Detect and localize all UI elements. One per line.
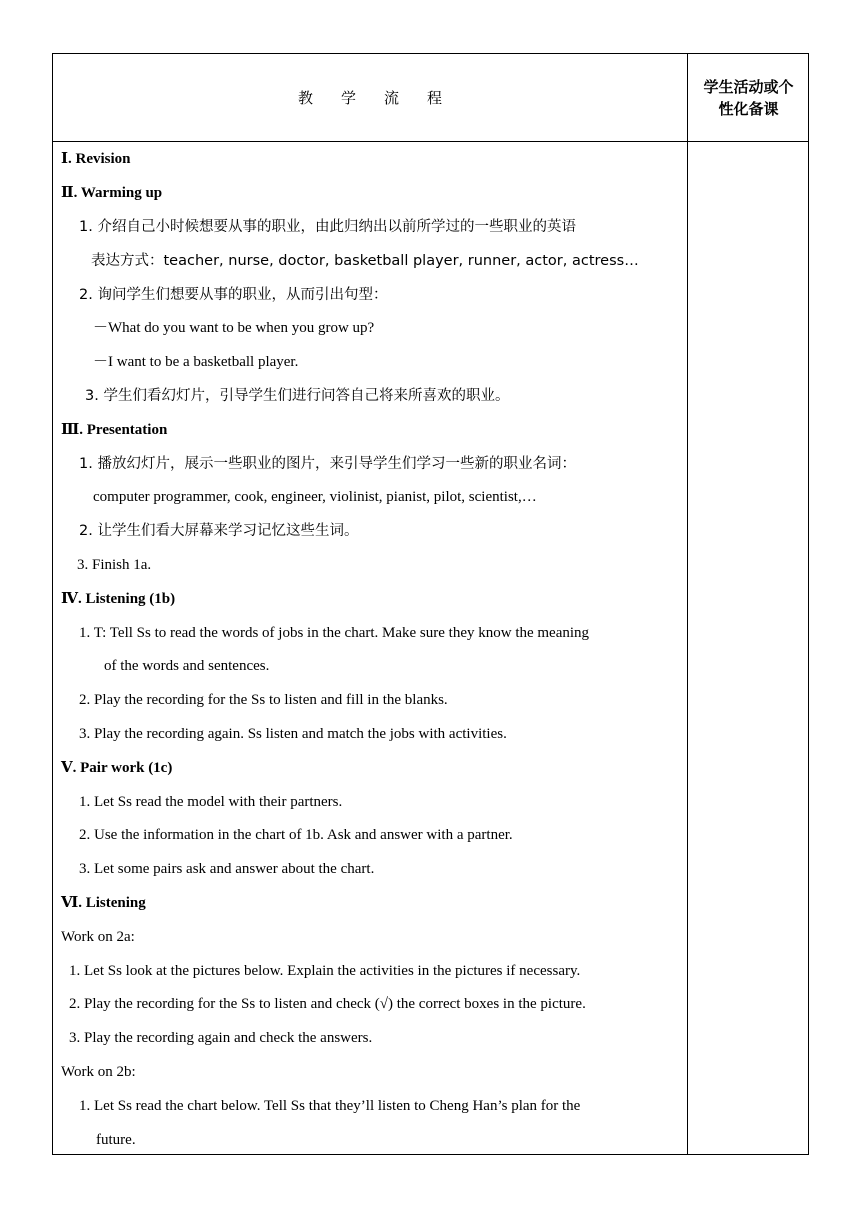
header-char: 流 [384,89,400,107]
text-line: of the words and sentences. [104,658,270,674]
text-line: 2. Use the information in the chart of 1b. Ask and answer with a partner. [79,827,513,843]
text-line: 1. Let Ss read the chart below. Tell Ss that they’ll listen to Cheng Han’s plan for the [79,1098,581,1114]
section-heading: Ⅱ. Warming up [61,185,163,201]
section-heading: Ⅰ. Revision [61,151,131,167]
section-heading: Ⅴ. Pair work (1c) [61,760,173,776]
header-char: 程 [427,89,443,107]
text-line: 3. Let some pairs ask and answer about the chart. [79,861,375,877]
dialogue-line: －I want to be a basketball player. [93,354,299,370]
section-heading: Ⅲ. Presentation [61,422,168,438]
text-line: computer programmer, cook, engineer, violinist, pianist, pilot, scientist,… [93,489,537,505]
text-line: 1. T: Tell Ss to read the words of jobs in the chart. Make sure they know the meaning [79,625,590,641]
text-line: 2. Play the recording for the Ss to listen and fill in the blanks. [79,692,448,708]
text-line: 1. Let Ss read the model with their partners. [79,794,343,810]
text-line: 2. 询问学生们想要从事的职业，从而引出句型： [79,287,388,303]
subheading: Work on 2a: [61,929,135,945]
side-column-header [688,54,809,141]
header-divider [53,141,808,142]
text-line: 3. 学生们看幻灯片，引导学生们进行问答自己将来所喜欢的职业。 [85,388,510,404]
header-char: 学 [340,89,356,107]
column-divider [687,54,688,1154]
text-line: future. [96,1132,136,1148]
section-heading: Ⅵ. Listening [61,895,146,911]
side-header-line: 性化备课 [718,99,779,118]
text-line: 3. Play the recording again. Ss listen and match the jobs with activities. [79,726,507,742]
text-line: 3. Finish 1a. [77,557,152,573]
subheading: Work on 2b: [61,1064,136,1080]
text-line: 1. 介绍自己小时候想要从事的职业，由此归纳出以前所学过的一些职业的英语 [79,219,576,235]
text-line: 2. Play the recording for the Ss to listen and check (√) the correct boxes in the picture. [69,996,586,1012]
side-header-line: 学生活动或个 [703,77,794,96]
lesson-plan-table [52,53,809,1155]
text-line: 2. 让学生们看大屏幕来学习记忆这些生词。 [79,523,359,539]
text-line: 1. Let Ss look at the pictures below. Explain the activities in the pictures if necessary. [69,963,581,979]
text-line: 3. Play the recording again and check the answers. [69,1030,373,1046]
header-title [53,54,687,141]
dialogue-line: －What do you want to be when you grow up? [93,320,375,336]
text-line: 表达方式：teacher, nurse, doctor, basketball player, runner, actor, actress… [91,253,639,269]
section-heading: Ⅳ. Listening (1b) [61,591,176,607]
text-line: 1. 播放幻灯片，展示一些职业的图片，来引导学生们学习一些新的职业名词： [79,456,576,472]
header-char: 教 [297,89,313,107]
